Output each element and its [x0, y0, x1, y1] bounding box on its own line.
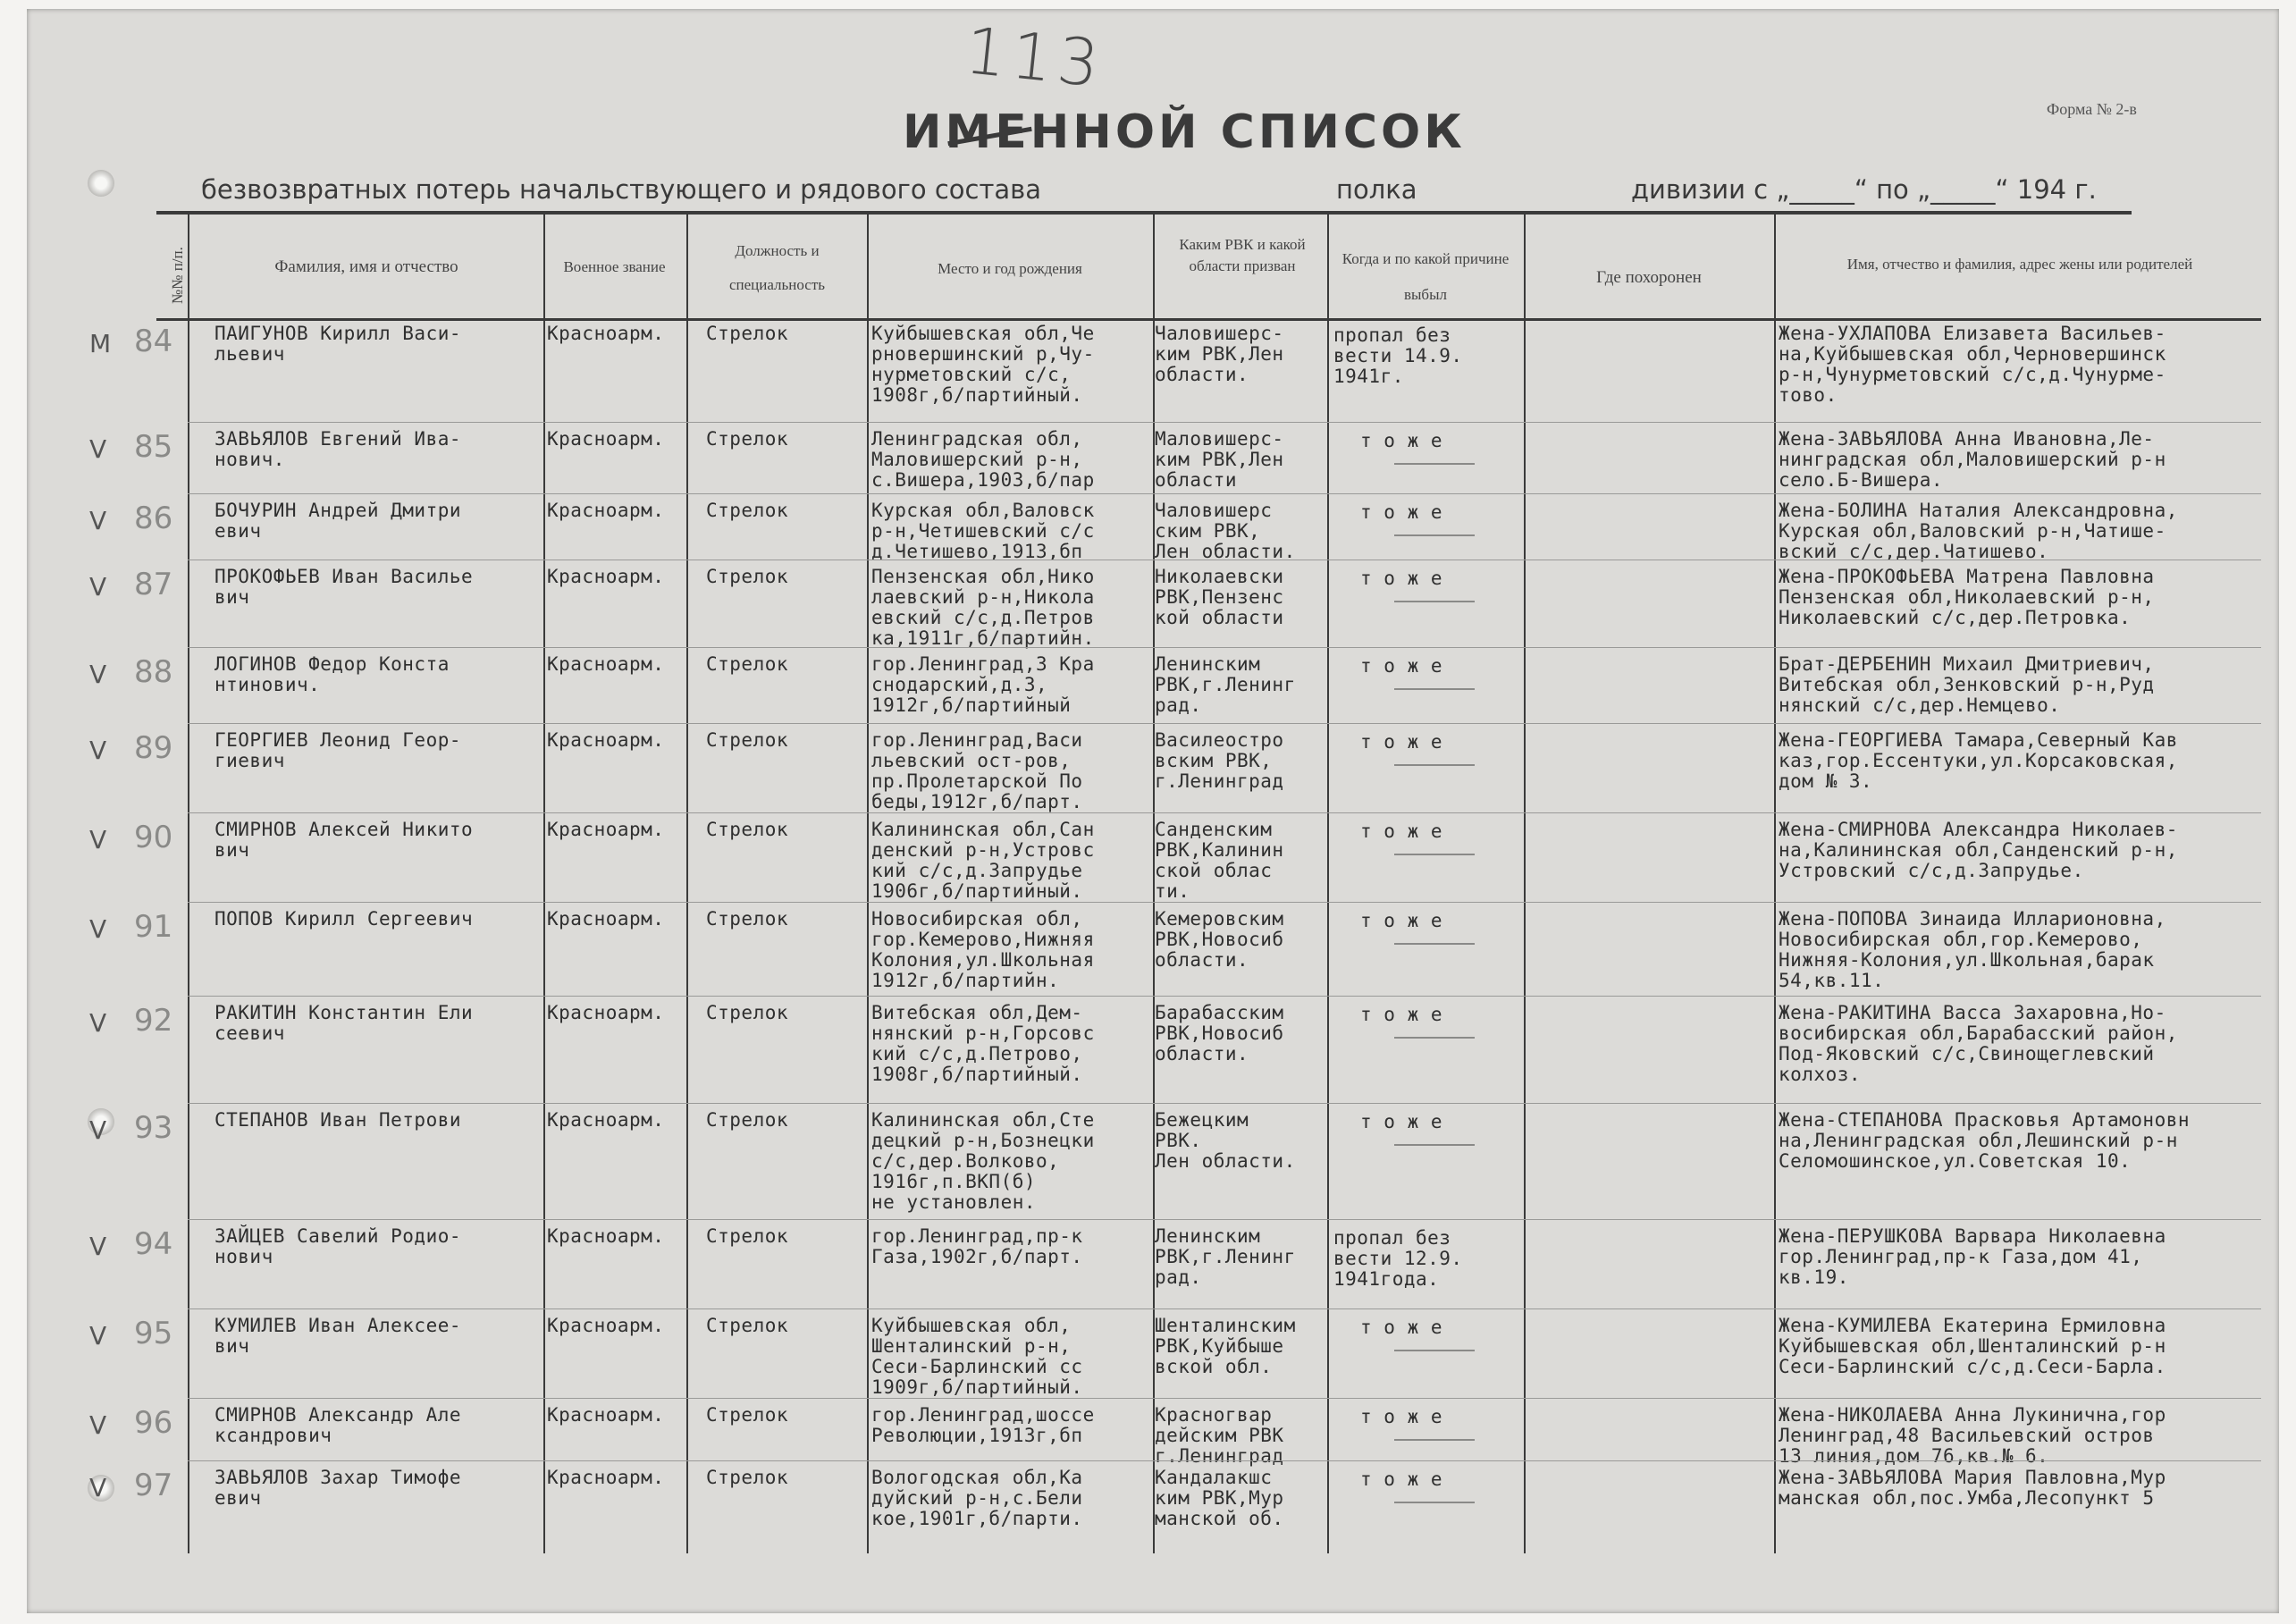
check-mark: V: [89, 1321, 107, 1351]
cell-when: т о ж е: [1360, 501, 1443, 523]
cell-rank: Красноарм.: [547, 653, 665, 675]
cell-rank: Красноарм.: [547, 323, 665, 344]
cell-kin: Жена-ЗАВЬЯЛОВА Анна Ивановна,Ле- нинградская обл,Маловишерский р-н село.Б-Вишера.: [1779, 428, 2166, 491]
check-mark: V: [89, 660, 107, 689]
row-number: 86: [134, 501, 173, 536]
row-separator: [188, 812, 2261, 813]
form-number: Форма № 2-в: [2047, 100, 2137, 118]
row-separator: [188, 1308, 2261, 1309]
check-mark: V: [89, 1008, 107, 1038]
cell-kin: Жена-ПЕРУШКОВА Варвара Николаевна гор.Ленинград,пр-к Газа,дом 41, кв.19.: [1779, 1225, 2166, 1288]
row-separator: [188, 647, 2261, 648]
cell-kin: Жена-ПРОКОФЬЕВА Матрена Павловна Пензенская обл,Николаевский р-н, Николаевский с/с,дер.Петровка.: [1779, 566, 2155, 628]
cell-birth: гор.Ленинград,Васи льевский ост-ров, пр.Пролетарской По беды,1912г,б/парт.: [871, 729, 1083, 812]
cell-pos: Стрелок: [706, 1404, 789, 1426]
check-mark: V: [89, 434, 107, 464]
cell-rank: Красноарм.: [547, 1404, 665, 1426]
cell-birth: Куйбышевская обл, Шенталинский р-н, Сеси-Барлинский сс 1909г,б/партийный.: [871, 1315, 1083, 1398]
cell-pos: Стрелок: [706, 323, 789, 344]
ditto-stroke: [1394, 1144, 1475, 1146]
ditto-stroke: [1394, 1439, 1475, 1441]
cell-pos: Стрелок: [706, 500, 789, 521]
check-mark: V: [89, 506, 107, 535]
cell-when: т о ж е: [1360, 1317, 1443, 1338]
header-position: Должность и специальность: [728, 242, 826, 293]
cell-kin: Жена-КУМИЛЕВА Екатерина Ермиловна Куйбышевская обл,Шенталинский р-н Сеси-Барлинский с/с,д.Сеси-Барла.: [1779, 1315, 2166, 1377]
ditto-stroke: [1394, 1502, 1475, 1503]
col-divider: [543, 213, 545, 1553]
cell-when: т о ж е: [1360, 910, 1443, 931]
row-separator: [188, 493, 2261, 494]
row-number: 88: [134, 654, 173, 690]
cell-pos: Стрелок: [706, 653, 789, 675]
cell-when: т о ж е: [1360, 820, 1443, 842]
cell-pos: Стрелок: [706, 908, 789, 930]
cell-birth: гор.Ленинград,шоссе Революции,1913г,бп: [871, 1404, 1095, 1446]
check-mark: V: [89, 1410, 107, 1440]
header-rvk: Каким РВК и какой области призван: [1179, 236, 1306, 274]
cell-when: т о ж е: [1360, 731, 1443, 753]
cell-kin: Жена-РАКИТИНА Васса Захаровна,Но- восибирская обл,Барабасский район, Под-Яковский с/с,Свинощеглевский колхоз.: [1779, 1002, 2178, 1085]
header-birth: Место и год рождения: [938, 260, 1082, 277]
check-mark: V: [89, 736, 107, 765]
cell-rvk: Кемеровским РВК,Новосиб области.: [1155, 908, 1284, 971]
cell-rank: Красноарм.: [547, 500, 665, 521]
cell-name: СМИРНОВ Алексей Никито вич: [214, 819, 474, 861]
col-divider: [867, 213, 869, 1553]
cell-when: т о ж е: [1360, 568, 1443, 589]
cell-rank: Красноарм.: [547, 729, 665, 751]
col-divider: [1327, 213, 1329, 1553]
ditto-stroke: [1394, 688, 1475, 690]
subtitle-left: безвозвратных потерь начальствующего и рядового состава: [201, 174, 1041, 205]
row-number: 91: [134, 909, 173, 945]
col-divider: [1524, 213, 1526, 1553]
cell-when: т о ж е: [1360, 430, 1443, 451]
check-mark: V: [89, 1232, 107, 1261]
cell-name: ЗАВЬЯЛОВ Евгений Ива- нович.: [214, 428, 462, 470]
cell-birth: Курская обл,Валовск р-н,Четишевский с/с д.Четишево,1913,бп: [871, 500, 1095, 562]
cell-when: т о ж е: [1360, 655, 1443, 677]
cell-name: БОЧУРИН Андрей Дмитри евич: [214, 500, 462, 542]
row-number: 84: [134, 324, 173, 359]
cell-rvk: Чаловишерс- ким РВК,Лен области.: [1155, 323, 1284, 385]
cell-rvk: Барабасским РВК,Новосиб области.: [1155, 1002, 1284, 1064]
cell-rvk: Маловишерс- ким РВК,Лен области: [1155, 428, 1284, 491]
ditto-stroke: [1394, 1037, 1475, 1039]
cell-rvk: Санденским РВК,Калинин ской облас ти.: [1155, 819, 1284, 902]
cell-name: СТЕПАНОВ Иван Петрови: [214, 1109, 462, 1131]
cell-rvk: Ленинским РВК,г.Ленинг рад.: [1155, 1225, 1296, 1288]
header-rank: Военное звание: [563, 258, 666, 275]
row-number: 94: [134, 1226, 173, 1262]
cell-birth: гор.Ленинград,3 Кра снодарский,д.3, 1912г,б/партийный: [871, 653, 1095, 716]
cell-rvk: Кандалакшс ким РВК,Мур манской об.: [1155, 1467, 1284, 1529]
cell-rank: Красноарм.: [547, 819, 665, 840]
row-number: 92: [134, 1003, 173, 1039]
cell-kin: Жена-НИКОЛАЕВА Анна Лукинична,гор Ленинград,48 Васильевский остров 13 линия,дом 76,кв.№ 6.: [1779, 1404, 2166, 1467]
row-number: 93: [134, 1110, 173, 1146]
cell-kin: Жена-ЗАВЬЯЛОВА Мария Павловна,Мур манская обл,пос.Умба,Лесопункт 5: [1779, 1467, 2166, 1509]
cell-birth: Вологодская обл,Ка дуйский р-н,с.Бели кое,1901г,б/парти.: [871, 1467, 1083, 1529]
check-mark: V: [89, 1473, 107, 1502]
cell-when: т о ж е: [1360, 1468, 1443, 1490]
cell-name: СМИРНОВ Александр Але ксандрович: [214, 1404, 462, 1446]
cell-birth: Ленинградская обл, Маловишерский р-н, с.Вишера,1903,б/пар: [871, 428, 1095, 491]
row-number: 96: [134, 1405, 173, 1441]
col-divider: [188, 213, 189, 1553]
cell-birth: Новосибирская обл, гор.Кемерово,Нижняя Колония,ул.Школьная 1912г,б/партийн.: [871, 908, 1095, 991]
cell-name: ЗАЙЦЕВ Савелий Родио- нович: [214, 1225, 462, 1267]
cell-name: ЛОГИНОВ Федор Конста нтинович.: [214, 653, 450, 695]
header-buried: Где похоронен: [1596, 268, 1702, 287]
row-number: 97: [134, 1468, 173, 1503]
cell-pos: Стрелок: [706, 1002, 789, 1023]
cell-birth: Пензенская обл,Нико лаевский р-н,Никола евский с/с,д.Петров ка,1911г,б/партийн.: [871, 566, 1095, 649]
header-name: Фамилия, имя и отчество: [274, 257, 458, 276]
cell-rank: Красноарм.: [547, 1225, 665, 1247]
cell-rvk: Шенталинским РВК,Куйбыше вской обл.: [1155, 1315, 1296, 1377]
cell-kin: Жена-СМИРНОВА Александра Николаев- на,Калининская обл,Санденский р-н, Устровский с/с,д.Запрудье.: [1779, 819, 2178, 881]
header-kin: Имя, отчество и фамилия, адрес жены или родителей: [1846, 256, 2193, 273]
archive-page-number: 113: [962, 13, 1108, 102]
row-separator: [188, 1103, 2261, 1104]
cell-pos: Стрелок: [706, 428, 789, 450]
subtitle-right: дивизии с „_____“ по „_____“ 194 г.: [1631, 174, 2097, 205]
document-title: ИМЕННОЙ СПИСОК: [903, 105, 1466, 159]
col-divider: [686, 213, 688, 1553]
cell-kin: Жена-СТЕПАНОВА Прасковья Артамоновн на,Ленинградская обл,Лешинский р-н Селомошинское,ул.Советская 10.: [1779, 1109, 2191, 1172]
cell-birth: Калининская обл,Сте децкий р-н,Бознецки с/с,дер.Волково, 1916г,п.ВКП(б) не установлен.: [871, 1109, 1095, 1213]
cell-rvk: Василеостро вским РВК, г.Ленинград: [1155, 729, 1284, 792]
cell-name: ПАИГУНОВ Кирилл Васи- льевич: [214, 323, 462, 365]
row-separator: [188, 902, 2261, 903]
cell-name: ГЕОРГИЕВ Леонид Геор- гиевич: [214, 729, 462, 771]
cell-kin: Жена-ПОПОВА Зинаида Илларионовна, Новосибирская обл,гор.Кемерово, Нижняя-Колония,ул.Школьная,барак 54,кв.11.: [1779, 908, 2166, 991]
cell-rank: Красноарм.: [547, 1315, 665, 1336]
check-mark: V: [89, 572, 107, 602]
row-number: 85: [134, 429, 173, 465]
cell-name: РАКИТИН Константин Ели сеевич: [214, 1002, 474, 1044]
header-when: Когда и по какой причине выбыл: [1341, 250, 1510, 303]
cell-pos: Стрелок: [706, 1109, 789, 1131]
cell-rank: Красноарм.: [547, 908, 665, 930]
cell-rank: Красноарм.: [547, 1109, 665, 1131]
punch-hole-top: [88, 170, 114, 197]
cell-rvk: Николаевски РВК,Пензенс кой области: [1155, 566, 1284, 628]
header-num: №№ п/п.: [169, 247, 186, 304]
cell-kin: Жена-ГЕОРГИЕВА Тамара,Северный Кав каз,гор.Ессентуки,ул.Корсаковская, дом № 3.: [1779, 729, 2178, 792]
cell-when: пропал без вести 12.9. 1941года.: [1333, 1227, 1463, 1290]
row-separator: [188, 1219, 2261, 1220]
cell-kin: Жена-БОЛИНА Наталия Александровна, Курская обл,Валовский р-н,Чатише- вский с/с,дер.Чатишево.: [1779, 500, 2178, 562]
cell-name: ПОПОВ Кирилл Сергеевич: [214, 908, 474, 930]
cell-rvk: Ленинским РВК,г.Ленинг рад.: [1155, 653, 1296, 716]
row-separator: [188, 1398, 2261, 1399]
cell-rank: Красноарм.: [547, 1002, 665, 1023]
ditto-stroke: [1394, 943, 1475, 945]
cell-birth: Куйбышевская обл,Че рновершинский р,Чу- нурметовский с/с, 1908г,б/партийный.: [871, 323, 1095, 406]
cell-kin: Жена-УХЛАПОВА Елизавета Васильев- на,Куйбышевская обл,Черновершинск р-н,Чунурметовский с/с,д.Чунурме- тово.: [1779, 323, 2166, 406]
cell-pos: Стрелок: [706, 1225, 789, 1247]
cell-pos: Стрелок: [706, 729, 789, 751]
cell-pos: Стрелок: [706, 1315, 789, 1336]
col-divider: [1774, 213, 1776, 1553]
row-separator: [188, 996, 2261, 997]
check-mark: V: [89, 825, 107, 854]
check-mark: V: [89, 1115, 107, 1145]
subtitle-mid: полка: [1336, 174, 1417, 205]
cell-rank: Красноарм.: [547, 566, 665, 587]
cell-pos: Стрелок: [706, 819, 789, 840]
row-separator: [188, 422, 2261, 423]
header-bottom-border: [156, 318, 2261, 321]
row-separator: [188, 723, 2261, 724]
ditto-stroke: [1394, 463, 1475, 465]
cell-name: ЗАВЬЯЛОВ Захар Тимофе евич: [214, 1467, 462, 1509]
cell-when: т о ж е: [1360, 1111, 1443, 1132]
cell-rvk: Бежецким РВК. Лен области.: [1155, 1109, 1296, 1172]
cell-birth: Калининская обл,Сан денский р-н,Устровс кий с/с,д.Запрудье 1906г,б/партийный.: [871, 819, 1095, 902]
row-number: 90: [134, 820, 173, 855]
ditto-stroke: [1394, 854, 1475, 855]
ditto-stroke: [1394, 1350, 1475, 1351]
cell-birth: гор.Ленинград,пр-к Газа,1902г,б/парт.: [871, 1225, 1083, 1267]
cell-when: т о ж е: [1360, 1004, 1443, 1025]
cell-kin: Брат-ДЕРБЕНИН Михаил Дмитриевич, Витебская обл,Зенковский р-н,Руд нянский с/с,дер.Немцево.: [1779, 653, 2155, 716]
cell-rank: Красноарм.: [547, 428, 665, 450]
check-mark: V: [89, 914, 107, 944]
table-top-border: [156, 211, 2132, 215]
cell-pos: Стрелок: [706, 1467, 789, 1488]
ditto-stroke: [1394, 764, 1475, 766]
ditto-stroke: [1394, 601, 1475, 602]
row-number: 87: [134, 567, 173, 602]
row-number: 89: [134, 730, 173, 766]
row-separator: [188, 1460, 2261, 1461]
cell-rvk: Красногвар дейским РВК г.Ленинград: [1155, 1404, 1284, 1467]
cell-name: КУМИЛЕВ Иван Алексее- вич: [214, 1315, 462, 1357]
cell-when: т о ж е: [1360, 1406, 1443, 1427]
cell-when: пропал без вести 14.9. 1941г.: [1333, 324, 1463, 387]
cell-name: ПРОКОФЬЕВ Иван Василье вич: [214, 566, 474, 608]
cell-birth: Витебская обл,Дем- нянский р-н,Горсовс кий с/с,д.Петрово, 1908г,б/партийный.: [871, 1002, 1095, 1085]
cell-pos: Стрелок: [706, 566, 789, 587]
check-mark: М: [89, 329, 112, 358]
cell-rank: Красноарм.: [547, 1467, 665, 1488]
ditto-stroke: [1394, 534, 1475, 536]
cell-rvk: Чаловишерс ским РВК, Лен области.: [1155, 500, 1296, 562]
row-number: 95: [134, 1316, 173, 1351]
